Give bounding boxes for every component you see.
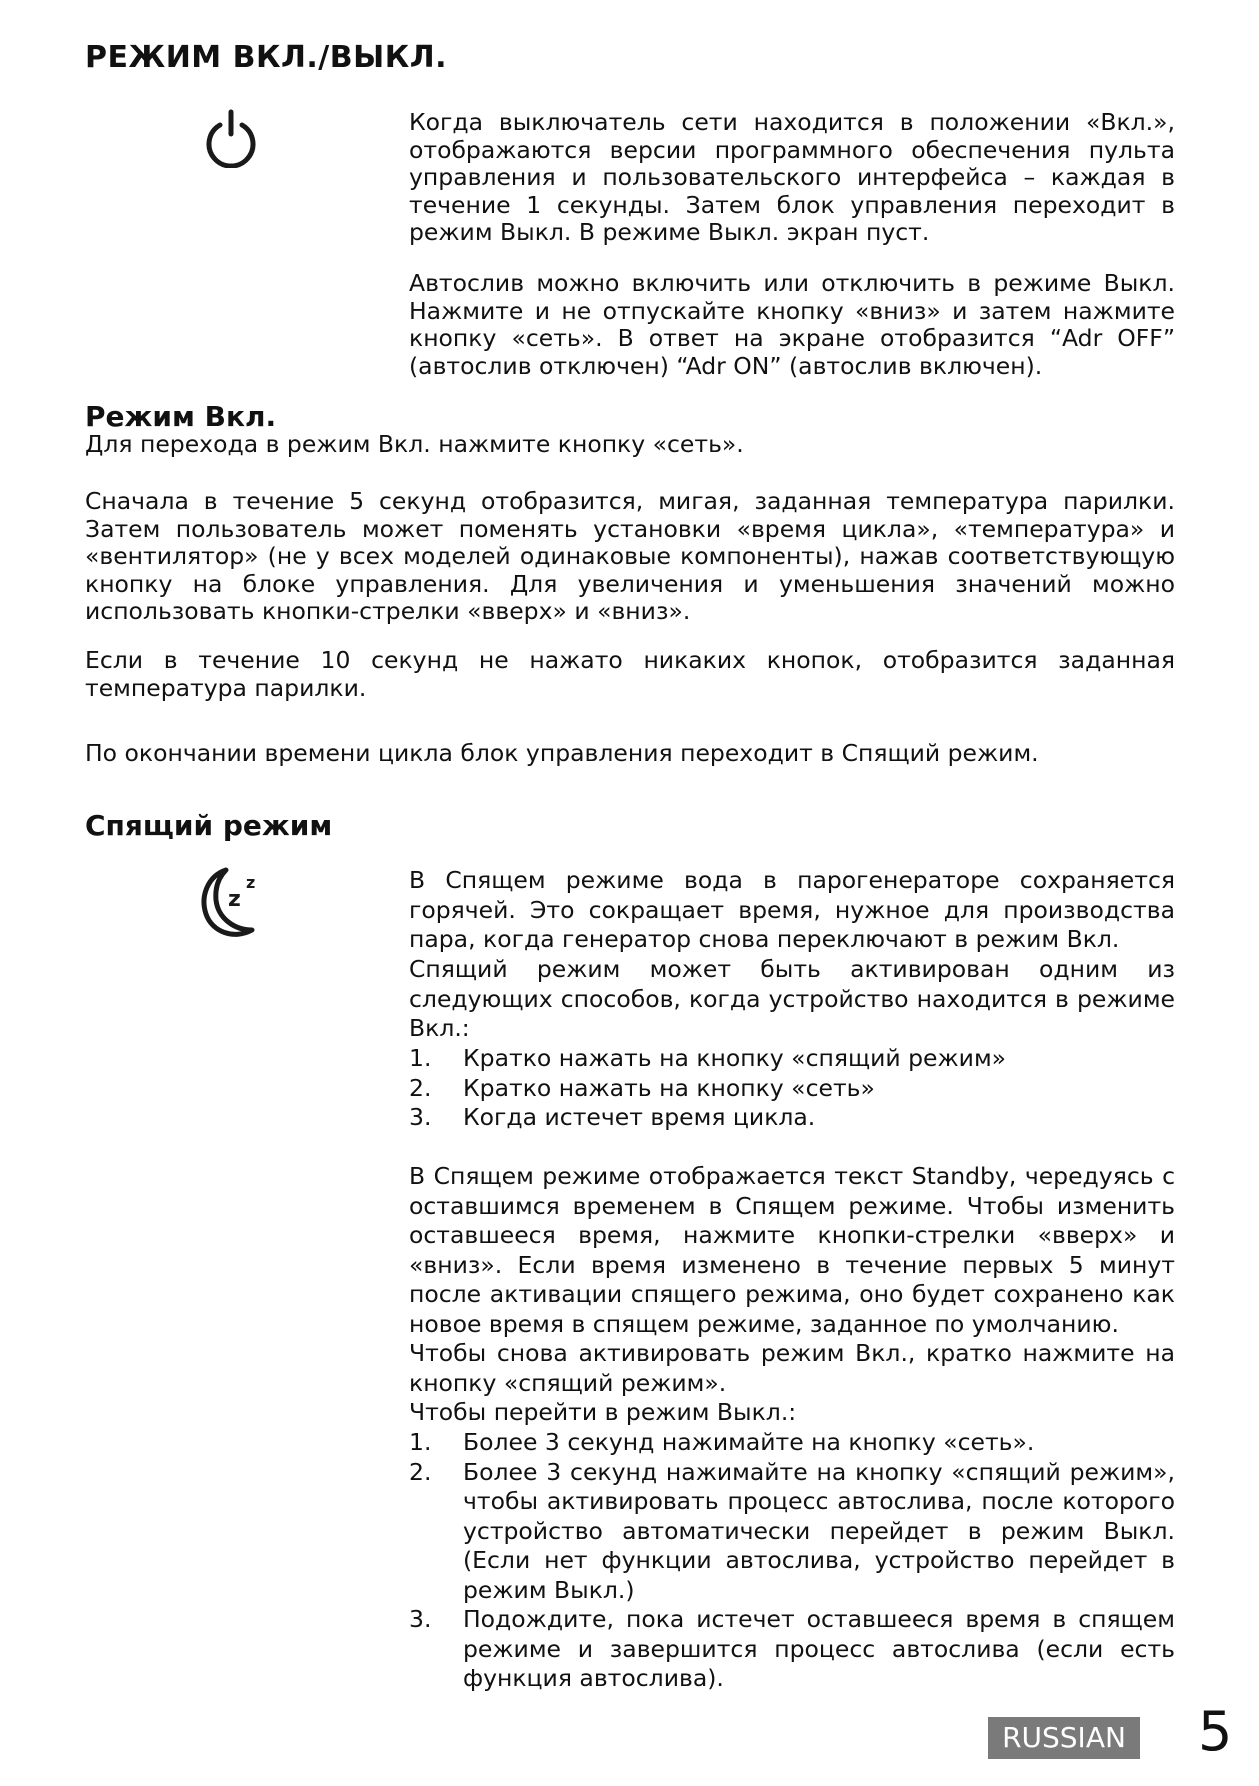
language-badge: RUSSIAN [988, 1717, 1140, 1759]
list-item: 2. Кратко нажать на кнопку «сеть» [409, 1073, 875, 1102]
sleep-moon-icon [196, 864, 268, 942]
section-heading-on-mode: Режим Вкл. [85, 400, 277, 433]
sleep-paragraph-4: Чтобы снова активировать режим Вкл., кратко нажмите на кнопку «спящий режим». [409, 1339, 1175, 1397]
on-off-paragraph-2: Автослив можно включить или отключить в режиме Выкл. Нажмите и не отпускайте кнопку «вниз» и затем нажмите кнопку «сеть». В ответ на экране отобразится “Adr OFF” (автослив отключен) “Adr ON” (автослив включен). [409, 269, 1175, 380]
sleep-paragraph-5: Чтобы перейти в режим Выкл.: [409, 1398, 797, 1426]
list-item: 1. Более 3 секунд нажимайте на кнопку «сеть». [409, 1428, 1035, 1456]
on-off-paragraph-1: Когда выключатель сети находится в положении «Вкл.», отображаются версии программного обеспечения пульта управления и пользовательского интерфейса – каждая в течение 1 секунды. Затем блок управления переходит в режим Выкл. В режиме Выкл. экран пуст. [409, 108, 1175, 246]
on-mode-paragraph-3: Если в течение 10 секунд не нажато никаких кнопок, отобразится заданная температура парилки. [85, 646, 1175, 702]
list-item: 3. Подождите, пока истечет оставшееся время в спящем режиме и завершится процесс автослива (если есть функция автослива). [409, 1605, 1175, 1692]
sleep-paragraph-3: В Спящем режиме отображается текст Standby, чередуясь с оставшимся временем в Спящем режиме. Чтобы изменить оставшееся время, нажмите кнопки-стрелки «вверх» и «вниз». Если время изменено в течение первых 5 минут после активации спящего режима, оно будет сохранено как новое время в спящем режиме, заданное по умолчанию. [409, 1162, 1175, 1338]
on-mode-paragraph-2: Сначала в течение 5 секунд отобразится, мигая, заданная температура парилки. Затем пользователь может поменять установки «время цикла», «температура» и «вентилятор» (не у всех моделей одинаковые компоненты), нажав соответствующую кнопку на блоке управления. Для увеличения и уменьшения значений можно использовать кнопки-стрелки «вверх» и «вниз». [85, 487, 1175, 625]
on-mode-paragraph-1: Для перехода в режим Вкл. нажмите кнопку «сеть». [85, 430, 744, 458]
off-mode-list [409, 1428, 1175, 1694]
sleep-paragraph-1: В Спящем режиме вода в парогенераторе сохраняется горячей. Это сокращает время, нужное для производства пара, когда генератор снова переключают в режим Вкл. [409, 866, 1175, 953]
svg-text:z: z [228, 887, 241, 912]
list-item: 3. Когда истечет время цикла. [409, 1103, 816, 1131]
list-item: 1. Кратко нажать на кнопку «спящий режим» [409, 1044, 1007, 1072]
on-mode-paragraph-4: По окончании времени цикла блок управления переходит в Спящий режим. [85, 739, 1039, 767]
section-heading-sleep-mode: Спящий режим [85, 809, 333, 842]
list-item: 2. Более 3 секунд нажимайте на кнопку «спящий режим», чтобы активировать процесс автослива, после которого устройство автоматически перейдет в режим Выкл. (Если нет функции автослива, устройство перейдет в режим Выкл.) [409, 1457, 1175, 1604]
power-icon [203, 108, 259, 168]
section-heading-on-off: РЕЖИМ ВКЛ./ВЫКЛ. [85, 40, 448, 75]
page-number: 5 [1198, 1700, 1233, 1763]
svg-text:z: z [246, 873, 256, 892]
sleep-activation-list [409, 1044, 1175, 1133]
sleep-paragraph-2: Спящий режим может быть активирован одним из следующих способов, когда устройство находится в режиме Вкл.: [409, 955, 1175, 1042]
